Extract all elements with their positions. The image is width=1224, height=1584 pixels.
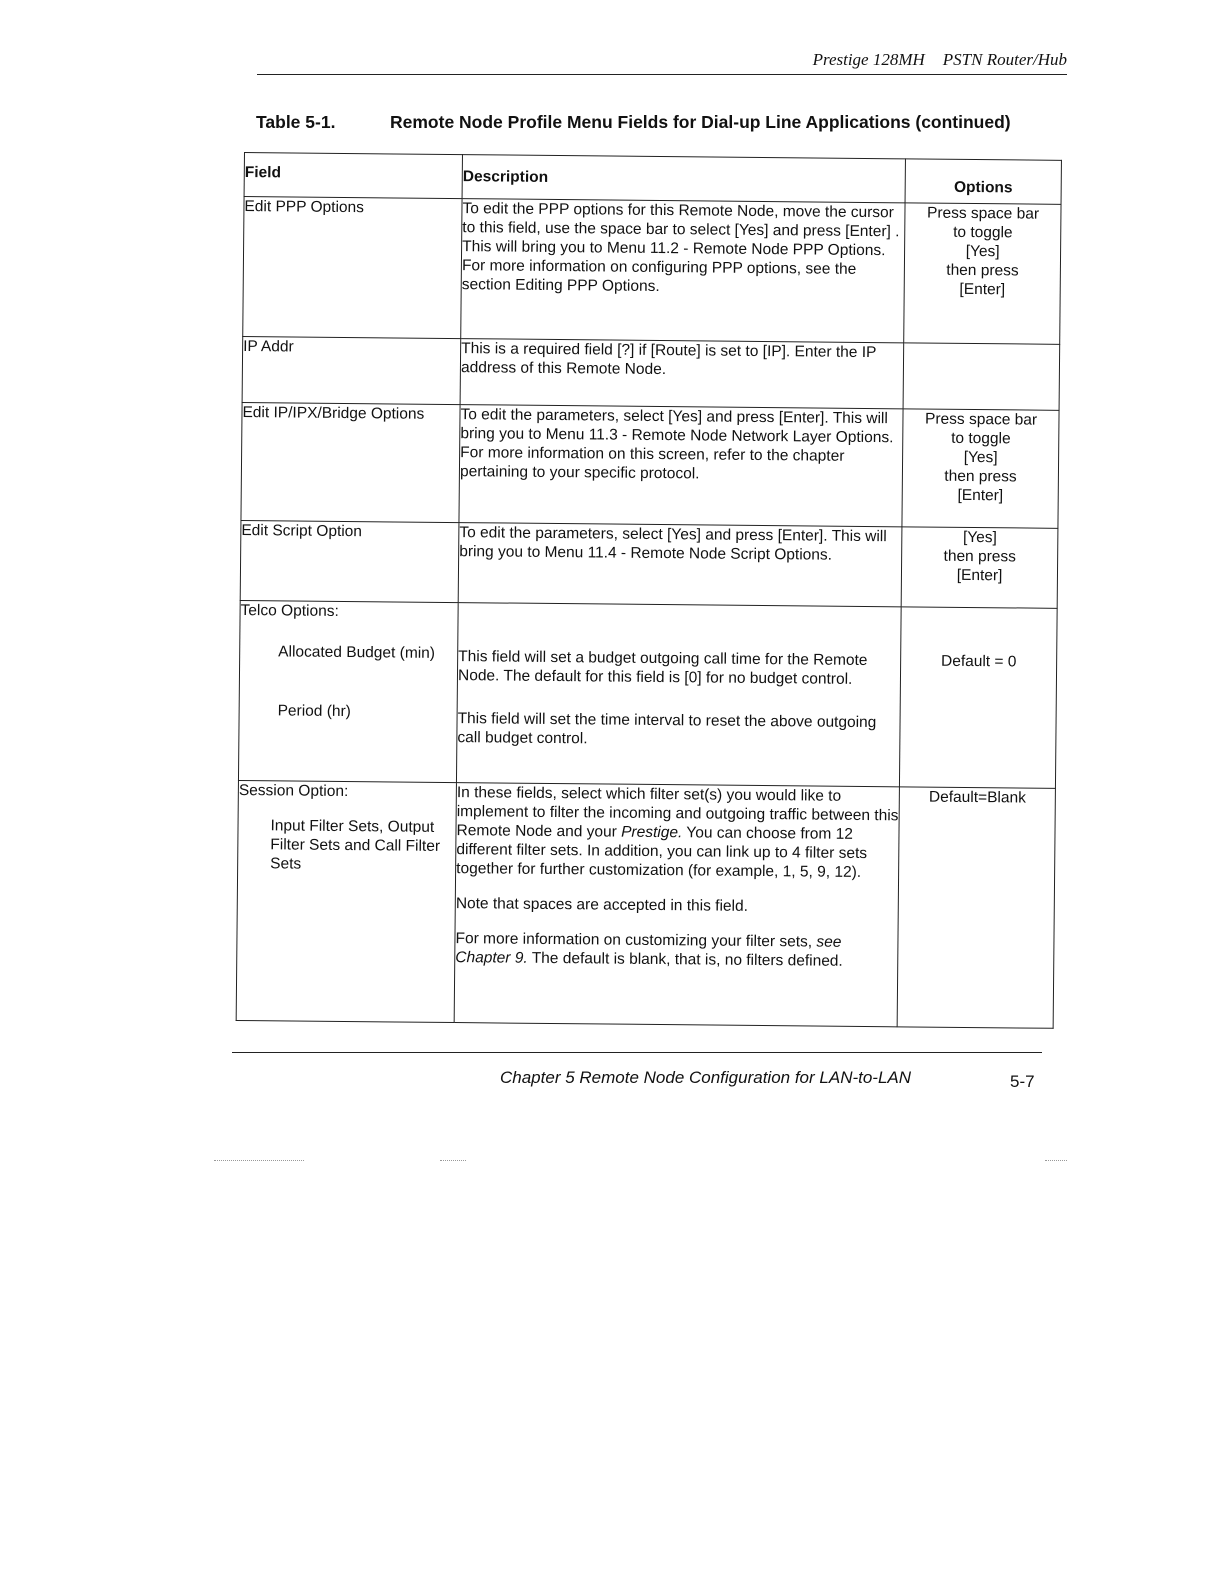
option-line: Default = 0 (940, 652, 1017, 671)
description-text: To edit the parameters, select [Yes] and press [Enter]. This will bring you to Menu 11.4 - Remote Node Script Options. (459, 524, 887, 564)
header-options: Options (905, 159, 1061, 204)
description-cell (458, 523, 902, 607)
field-name: IP Addr (243, 338, 294, 356)
subfield-name: Period (hr) (277, 702, 351, 721)
options-cell (902, 409, 1059, 528)
description-cell (457, 603, 902, 787)
description-paragraph (455, 929, 898, 971)
option-line: Press space bar (926, 204, 1040, 223)
option-line: then press (946, 261, 1019, 280)
option-line: [Yes] (962, 528, 997, 547)
subfield-name: Allocated Budget (min) (278, 643, 436, 662)
description-paragraph (456, 783, 899, 882)
description-cell (460, 339, 904, 409)
field-name: Edit IP/IPX/Bridge Options (242, 403, 425, 423)
options-cell (904, 203, 1061, 344)
table-number: Table 5-1. (256, 112, 336, 132)
table-row (240, 520, 1058, 608)
table-row (236, 780, 1055, 1028)
description-text: To edit the PPP options for this Remote Node, move the cursor to this field, use the space bar to select [Yes] and press [Enter] . This will bring you to Menu 11.2 - Remote Node PPP Options. For more information on configuring PPP options, see the section Editing PPP Options. (461, 200, 900, 295)
table-row (242, 336, 1060, 410)
field-cell (240, 520, 459, 602)
page-number: 5-7 (1010, 1072, 1035, 1091)
table-row (238, 600, 1057, 788)
options-cell (903, 343, 1059, 410)
description-cell (459, 405, 903, 527)
description-text: The default is blank, that is, no filters defined. (531, 949, 843, 970)
field-name: Telco Options: (240, 601, 339, 620)
field-cell (241, 402, 460, 522)
description-paragraph: Note that spaces are accepted in this field. (455, 895, 749, 915)
description-cell (454, 783, 899, 1027)
scan-speck (214, 1160, 304, 1162)
description-text: This is a required field [?] if [Route] is set to [IP]. Enter the IP address of this Remote Node. (460, 340, 877, 379)
option-line: [Enter] (956, 566, 1003, 585)
option-line: then press (943, 547, 1017, 566)
table-row (243, 197, 1061, 345)
option-line: [Enter] (957, 486, 1004, 505)
header-subtitle: PSTN Router/Hub (942, 50, 1067, 69)
option-line: to toggle (951, 429, 1011, 448)
footer-rule (232, 1052, 1042, 1053)
scan-specks (210, 1160, 1110, 1164)
field-cell (242, 336, 461, 404)
running-header (257, 50, 1067, 74)
option-line: [Enter] (959, 280, 1006, 299)
description-cell (461, 199, 905, 343)
table-header-row (244, 153, 1061, 205)
options-cell (897, 787, 1055, 1028)
options-cell (901, 527, 1058, 608)
scan-speck (440, 1160, 466, 1162)
description-italic: see Chapter 9. (455, 933, 842, 967)
table-caption (256, 112, 1056, 133)
fields-table (236, 152, 1062, 1029)
options-cell (900, 607, 1058, 788)
subfield-name: Input Filter Sets, Output Filter Sets and Call Filter Sets (270, 817, 441, 873)
description-text: You can choose from 12 different filter sets. In addition, you can link up to 4 filter sets together for further customization (for example, 1, 5, 9, 12). (456, 824, 868, 881)
option-line: [Yes] (963, 448, 998, 467)
footer-chapter: Chapter 5 Remote Node Configuration for LAN-to-LAN (500, 1068, 912, 1087)
header-field: Field (244, 153, 462, 199)
description-text: In these fields, select which filter set(s) you would like to implement to filter the incoming and outgoing traffic between this Remote Node and your (456, 784, 899, 841)
header-description: Description (462, 155, 906, 203)
table-title: Remote Node Profile Menu Fields for Dial-up Line Applications (continued) (390, 112, 1011, 132)
field-cell (243, 197, 462, 339)
description-text: For more information on customizing your filter sets, (455, 930, 813, 951)
option-line: Press space bar (924, 410, 1038, 429)
header-product: Prestige 128MH (812, 50, 925, 69)
description-italic: Prestige. (621, 823, 683, 842)
field-name: Edit Script Option (241, 521, 363, 541)
description-text: This field will set the time interval to reset the above outgoing call budget control. (457, 710, 877, 748)
field-cell (236, 780, 456, 1022)
option-line: then press (944, 467, 1017, 486)
option-line: Default=Blank (928, 788, 1026, 807)
description-text: This field will set a budget outgoing call time for the Remote Node. The default for this field is [0] for no budget control. (457, 648, 868, 688)
field-name: Session Option: (238, 781, 349, 801)
header-rule (257, 74, 1067, 75)
field-cell (238, 600, 458, 782)
description-text: To edit the parameters, select [Yes] and press [Enter]. This will bring you to Menu 11.3 - Remote Node Network Layer Options. For more information on this screen, refer to the chapter pertaining to your specific protocol. (459, 406, 894, 483)
option-line: [Yes] (965, 242, 1000, 261)
option-line: to toggle (953, 223, 1013, 242)
scan-speck (1045, 1160, 1067, 1162)
table-row (241, 402, 1059, 528)
field-name: Edit PPP Options (244, 198, 365, 217)
